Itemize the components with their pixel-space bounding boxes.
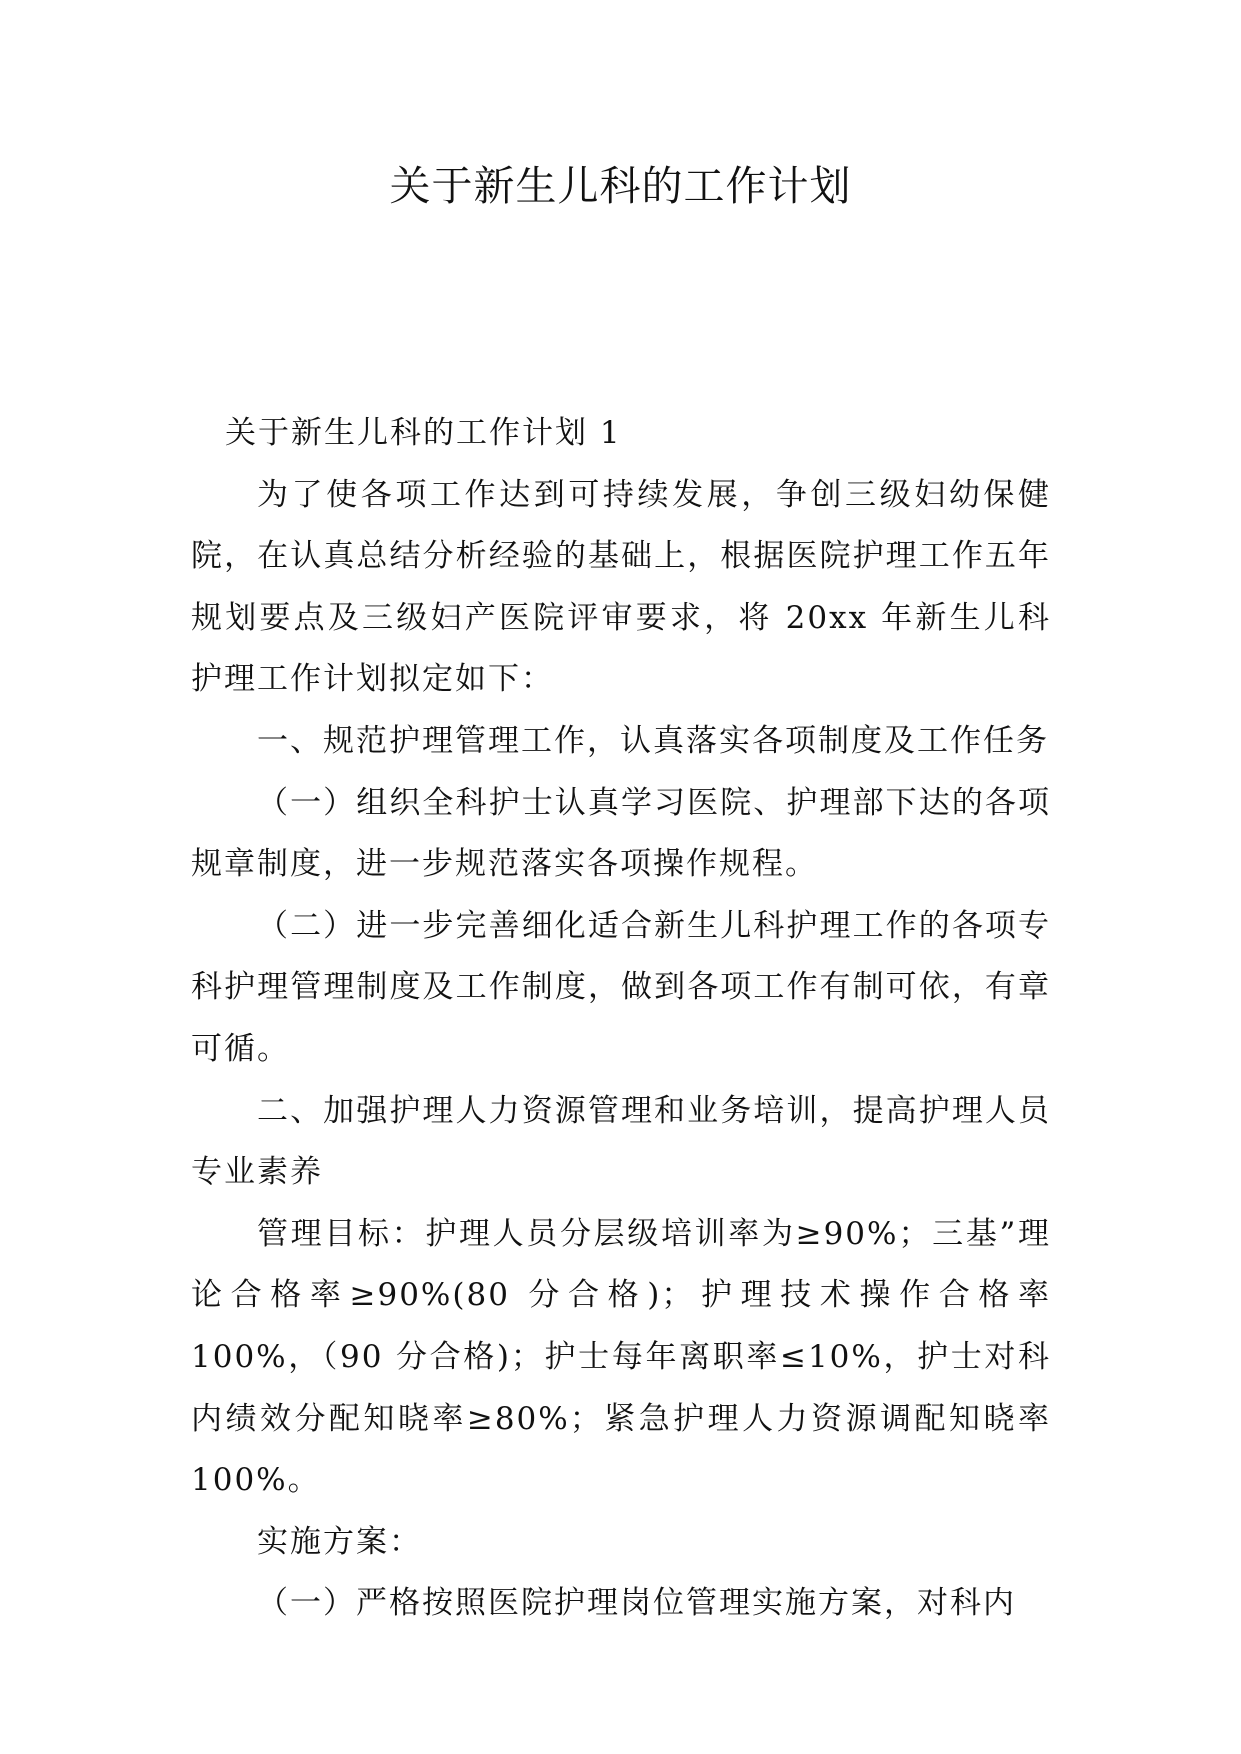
paragraph-management-goals: 管理目标：护理人员分层级培训率为≥90%；三基”理论合格率≥90%(80 分合格)；护理技术操作合格率 100%，（90 分合格)；护士每年离职率≤10%，护士对科内绩效分配知晓率≥80%；紧急护理人力资源调配知晓率 100%。 (191, 1215, 1051, 1499)
paragraph-intro: 为了使各项工作达到可持续发展，争创三级妇幼保健院，在认真总结分析经验的基础上，根据医院护理工作五年规划要点及三级妇产医院评审要求，将 20xx 年新生儿科护理工作计划拟定如下： (191, 476, 1051, 698)
paragraph-heading-2: 二、加强护理人力资源管理和业务培训，提高护理人员专业素养 (191, 1092, 1051, 1191)
paragraph-item-1-2: （二）进一步完善细化适合新生儿科护理工作的各项专科护理管理制度及工作制度，做到各项工作有制可依，有章可循。 (191, 907, 1051, 1067)
paragraph-item-2-1: （一）严格按照医院护理岗位管理实施方案，对科内 (257, 1585, 1016, 1622)
document-title: 关于新生儿科的工作计划 (389, 162, 852, 210)
paragraph-implementation-label: 实施方案： (257, 1523, 422, 1560)
paragraph-item-1-1: （一）组织全科护士认真学习医院、护理部下达的各项规章制度，进一步规范落实各项操作规程。 (191, 784, 1051, 883)
section-heading: 关于新生儿科的工作计划 1 (225, 415, 622, 451)
document-body (191, 403, 1051, 1635)
paragraph-heading-1: 一、规范护理管理工作，认真落实各项制度及工作任务 (257, 722, 1049, 759)
